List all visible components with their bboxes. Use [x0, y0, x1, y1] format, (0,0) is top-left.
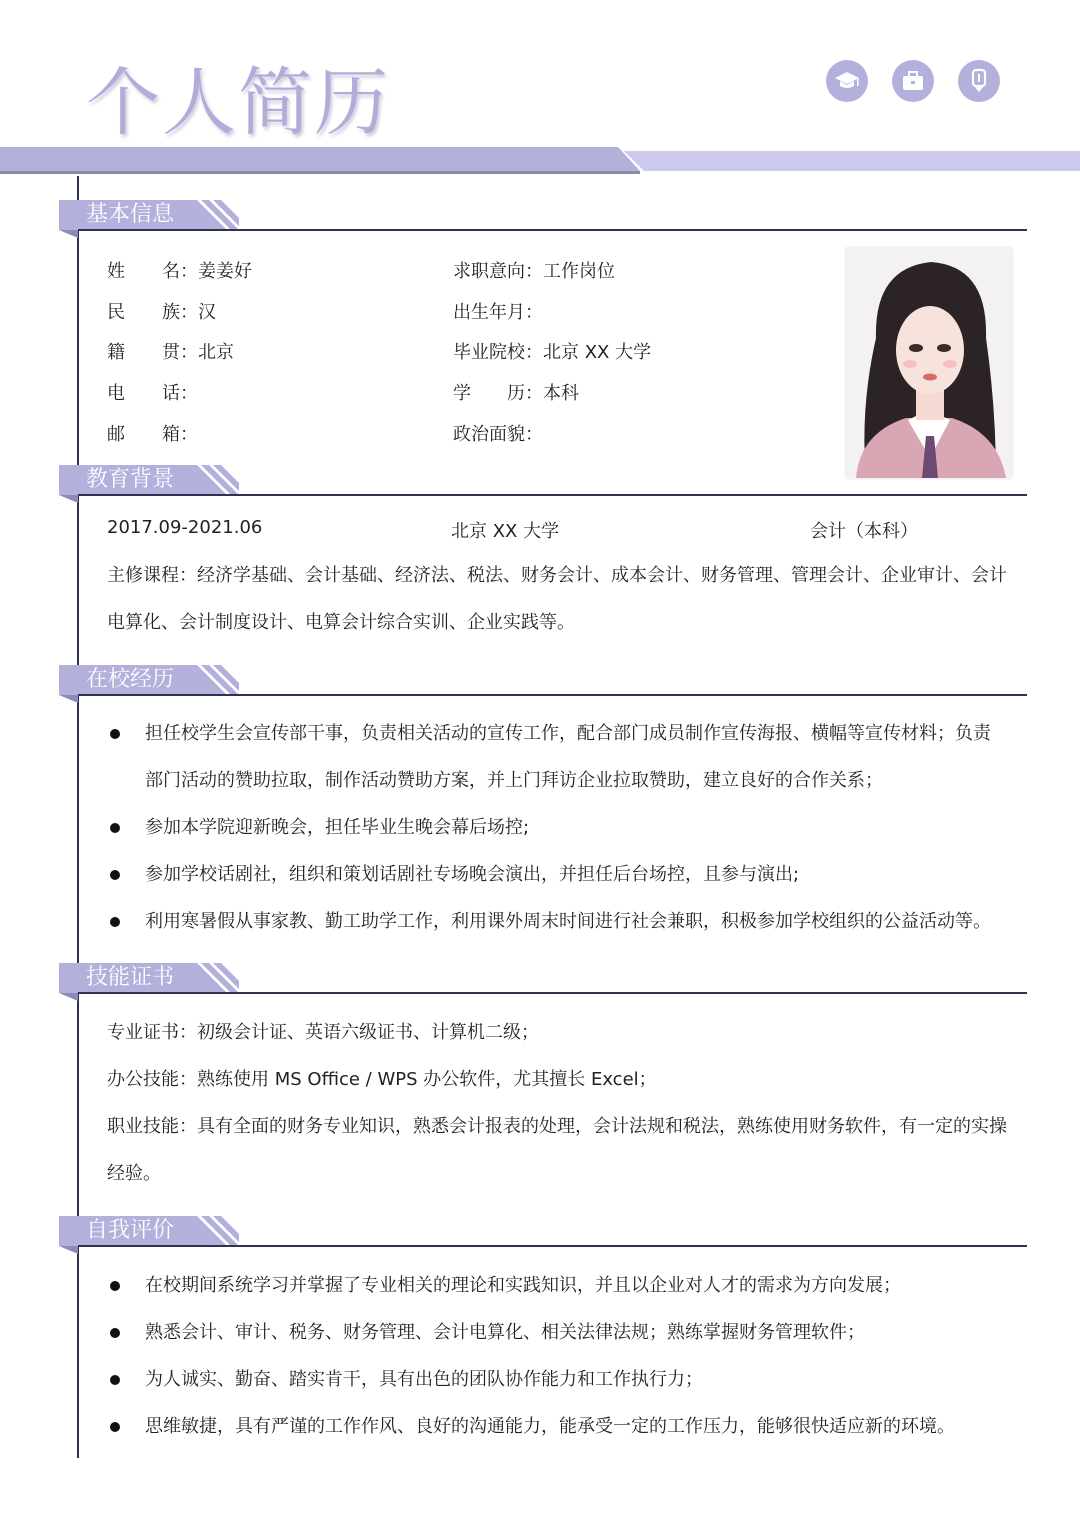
- section-rule: [78, 494, 1027, 496]
- timeline-vertical-line: [77, 176, 79, 1458]
- list-item: 为人诚实、勤奋、踏实肯干，具有出色的团队协作能力和工作执行力；: [107, 1356, 1007, 1403]
- briefcase-icon: [892, 60, 934, 102]
- degree-value: ：本科: [525, 383, 579, 404]
- stripes-icon: [189, 665, 239, 695]
- section-rule: [78, 1245, 1027, 1247]
- section-rule: [78, 992, 1027, 994]
- phone-value: ：: [180, 383, 198, 404]
- origin-label: 籍: [107, 342, 125, 363]
- education-major: 会计（本科）: [810, 521, 918, 542]
- page-title: 个人简历: [86, 60, 390, 146]
- skills-list: [107, 1009, 1007, 1197]
- stripes-icon: [189, 200, 239, 230]
- name-value: ：姜姜好: [180, 261, 252, 282]
- skill-certificates: 专业证书：初级会计证、英语六级证书、计算机二级；: [107, 1022, 539, 1043]
- header-band-left: [0, 147, 640, 171]
- email-value: ：: [180, 424, 198, 445]
- stripes-icon: [189, 465, 239, 495]
- job-intention: 求职意向：工作岗位: [453, 261, 615, 282]
- section-tab-flap: [59, 993, 78, 1001]
- education-period: 2017.09-2021.06: [107, 517, 263, 538]
- birth-date: 出生年月：: [453, 302, 543, 323]
- email-label-2: 箱: [162, 424, 180, 445]
- ethnic-label: 民: [107, 302, 125, 323]
- phone-label: 电: [107, 383, 125, 404]
- section-header-skills: [59, 963, 1027, 1001]
- campus-list: [107, 710, 1007, 945]
- section-tab-flap: [59, 230, 78, 238]
- section-rule: [78, 694, 1027, 696]
- section-header-education: [59, 465, 1027, 503]
- header-band-line: [0, 171, 640, 174]
- section-title: 基本信息: [86, 202, 175, 227]
- political-status: 政治面貌：: [453, 424, 543, 445]
- name-label: 姓: [107, 261, 125, 282]
- origin-value: ：北京: [180, 342, 234, 363]
- section-title: 在校经历: [86, 667, 175, 692]
- section-tab-flap: [59, 495, 78, 503]
- list-item: 参加本学院迎新晚会，担任毕业生晚会幕后场控;: [107, 804, 1007, 851]
- section-title: 自我评价: [86, 1218, 175, 1243]
- section-header-self: [59, 1216, 1027, 1254]
- list-item: 熟悉会计、审计、税务、财务管理、会计电算化、相关法律法规；熟练掌握财务管理软件；: [107, 1309, 1007, 1356]
- degree-label: 学: [453, 383, 471, 404]
- graduation-cap-icon: [826, 60, 868, 102]
- skill-professional: 职业技能：具有全面的财务专业知识，熟悉会计报表的处理，会计法规和税法，熟练使用财务软件，有一定的实操经验。: [107, 1116, 1007, 1184]
- skill-office: 办公技能：熟练使用 MS Office / WPS 办公软件，尤其擅长 Excel；: [107, 1069, 657, 1090]
- education-school: 北京 XX 大学: [451, 521, 560, 542]
- section-tab-flap: [59, 1246, 78, 1254]
- list-item: 担任校学生会宣传部干事，负责相关活动的宣传工作，配合部门成员制作宣传海报、横幅等宣传材料；负责部门活动的赞助拉取，制作活动赞助方案，并上门拜访企业拉取赞助，建立良好的合作关系；: [107, 710, 1007, 804]
- pen-icon: [958, 60, 1000, 102]
- section-title: 技能证书: [86, 965, 175, 990]
- name-label-2: 名: [162, 261, 180, 282]
- ethnic-value: ：汉: [180, 302, 216, 323]
- header-icons: [826, 60, 1000, 102]
- phone-label-2: 话: [162, 383, 180, 404]
- email-label: 邮: [107, 424, 125, 445]
- list-item: 思维敏捷，具有严谨的工作作风、良好的沟通能力，能承受一定的工作压力，能够很快适应新的环境。: [107, 1403, 1007, 1450]
- section-rule: [78, 229, 1027, 231]
- degree-label-2: 历: [507, 383, 525, 404]
- section-tab-flap: [59, 695, 78, 703]
- profile-photo: [846, 248, 1012, 478]
- header-band-right: [624, 151, 1080, 171]
- list-item: 在校期间系统学习并掌握了专业相关的理论和实践知识，并且以企业对人才的需求为方向发展；: [107, 1262, 1007, 1309]
- list-item: 利用寒暑假从事家教、勤工助学工作，利用课外周末时间进行社会兼职，积极参加学校组织的公益活动等。: [107, 898, 1007, 945]
- ethnic-label-2: 族: [162, 302, 180, 323]
- graduate-school: 毕业院校：北京 XX 大学: [453, 342, 652, 363]
- stripes-icon: [189, 963, 239, 993]
- stripes-icon: [189, 1216, 239, 1246]
- origin-label-2: 贯: [162, 342, 180, 363]
- list-item: 参加学校话剧社，组织和策划话剧社专场晚会演出，并担任后台场控，且参与演出;: [107, 851, 1007, 898]
- section-header-basic: [59, 200, 1027, 238]
- section-header-campus: [59, 665, 1027, 703]
- self-evaluation-list: [107, 1262, 1007, 1450]
- section-title: 教育背景: [86, 467, 175, 492]
- education-courses: 主修课程：经济学基础、会计基础、经济法、税法、财务会计、成本会计、财务管理、管理会计、企业审计、会计电算化、会计制度设计、电算会计综合实训、企业实践等。: [107, 565, 1007, 633]
